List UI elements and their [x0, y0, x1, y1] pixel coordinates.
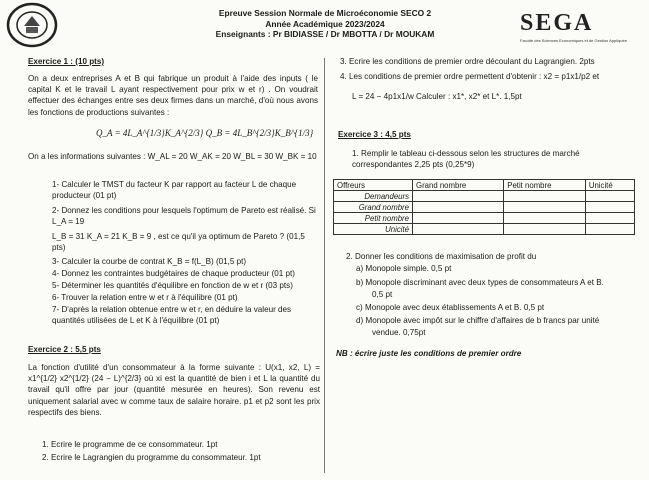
table-header-cell: Grand nombre — [413, 180, 504, 191]
ex3-sub-c: c) Monopole avec deux établissements A et B. 0,5 pt — [356, 303, 545, 312]
exercise-1-title: Exercice 1 : (10 pts) — [28, 57, 105, 66]
ex2-item-2: 2. Ecrire le Lagrangien du programme du consommateur. 1pt — [42, 453, 261, 462]
ex1-item-6: 6- Trouver la relation entre w et r à l'équilibre (01 pt) — [52, 293, 238, 302]
ex2-item-3: 3. Ecrire les conditions de premier ordre découlant du Lagrangien. 2pts — [340, 57, 595, 66]
ex3-sub-d-pts: vendue. 0,75pt — [372, 328, 426, 337]
exercise-2-text: La fonction d'utilité d'un consommateur à la forme suivante : U(x1, x2, L) = x1^{1/2} x2^{1/2} (24 − L)^{2/3} où xi est la quantité de bien i et L la quantité du travail qu'il offre par jour (quantité mesurée en heures). Son revenu est uniquement salarial avec w comme taux de salaire horaire. p1 et p2 sont les prix respectifs des biens. — [28, 363, 320, 417]
ex2-item-4-cont: L = 24 − 4p1x1/w Calculer : x1*, x2* et L*. 1,5pt — [352, 92, 522, 101]
ex3-sub-b-pts: 0,5 pt — [372, 290, 393, 299]
row-label: Unicité — [334, 224, 413, 235]
ex1-item-1: 1- Calculer le TMST du facteur K par rapport au facteur L de chaque producteur (01 pt) — [52, 180, 297, 200]
ex2-item-1: 1. Ecrire le programme de ce consommateur. 1pt — [42, 440, 218, 449]
table-row — [334, 191, 635, 202]
ex3-sub-b: b) Monopole discriminant avec deux types de consommateurs A et B. — [356, 278, 604, 287]
exercise-1-intro: On a deux entreprises A et B qui fabrique un produit à l'aide des inputs ( le capital K et le travail L ayant respectivement pour prix w et r) . On voudrait effectuer des échanges entre ses deux firmes dans un marché, d'où nous avons les fonctions de productions suivantes : — [28, 74, 318, 117]
column-divider — [324, 58, 325, 473]
production-functions: Q_A = 4L_A^{1/3}K_A^{2/3} Q_B = 4L_B^{2/3}K_B^{1/3} — [96, 128, 314, 138]
row-label: Grand nombre — [334, 202, 413, 213]
table-header-cell: Unicité — [585, 180, 634, 191]
table-header-cell: Petit nombre — [504, 180, 586, 191]
table-row — [334, 224, 635, 235]
ex3-question-2: 2. Donner les conditions de maximisation de profit du — [346, 252, 537, 261]
market-structure-table — [333, 179, 635, 235]
sega-logo — [520, 10, 630, 50]
ex3-sub-a: a) Monopole simple. 0,5 pt — [356, 264, 452, 273]
ex1-item-2: 2- Donnez les conditions pour lesquels l'optimum de Pareto est réalisé. Si L_A = 19 — [52, 206, 316, 226]
sega-logo-text: SEGA — [520, 10, 594, 36]
ex2-item-4: 4. Les conditions de premier ordre permettent d'obtenir : x2 = p1x1/p2 et — [340, 72, 600, 81]
exam-title: Epreuve Session Normale de Microéconomie SECO 2 — [218, 8, 432, 18]
table-header-cell: Offreurs — [334, 180, 413, 191]
exercise-3-title: Exercice 3 : 4,5 pts — [338, 130, 411, 139]
row-label: Demandeurs — [334, 191, 413, 202]
nb-note: NB : écrire juste les conditions de premier ordre — [336, 349, 522, 358]
sega-logo-caption: Faculté des Sciences Economiques et de Gestion Appliquée — [520, 38, 627, 43]
ex1-item-3: 3- Calculer la courbe de contrat K_B = f(L_B) (01,5 pt) — [52, 257, 247, 266]
teachers-line: Enseignants : Pr BIDIASSE / Dr MBOTTA / Dr MOUKAM — [215, 29, 435, 39]
ex3-question-1: 1. Remplir le tableau ci-dessous selon les structures de marché correspondantes 2,25 pts (0,25*9) — [352, 149, 580, 169]
info-line: On a les informations suivantes : W_AL = 20 W_AK = 20 W_BL = 30 W_BK = 10 — [28, 152, 317, 161]
table-header-row — [334, 180, 635, 191]
table-row — [334, 213, 635, 224]
exercise-2-title: Exercice 2 : 5,5 pts — [28, 345, 101, 354]
table-row — [334, 202, 635, 213]
ex1-item-5: 5- Déterminer les quantités d'équilibre en fonction de w et r (03 pts) — [52, 281, 293, 290]
ex1-item-2b: L_B = 31 K_A = 21 K_B = 9 , est ce qu'il ya optimum de Pareto ? (01,5 pts) — [52, 232, 305, 252]
row-label: Petit nombre — [334, 213, 413, 224]
academic-year: Année Académique 2023/2024 — [265, 18, 385, 29]
university-seal-logo — [6, 2, 58, 48]
ex1-item-7: 7- D'après la relation obtenue entre w et r, en déduire la valeur des quantités utilisées de L et K à l'équilibre (01 pt) — [52, 305, 292, 325]
ex1-item-4: 4- Donnez les contraintes budgétaires de chaque producteur (01 pt) — [52, 269, 295, 278]
ex3-sub-d: d) Monopole avec impôt sur le chiffre d'affaires de b francs par unité — [356, 316, 600, 325]
